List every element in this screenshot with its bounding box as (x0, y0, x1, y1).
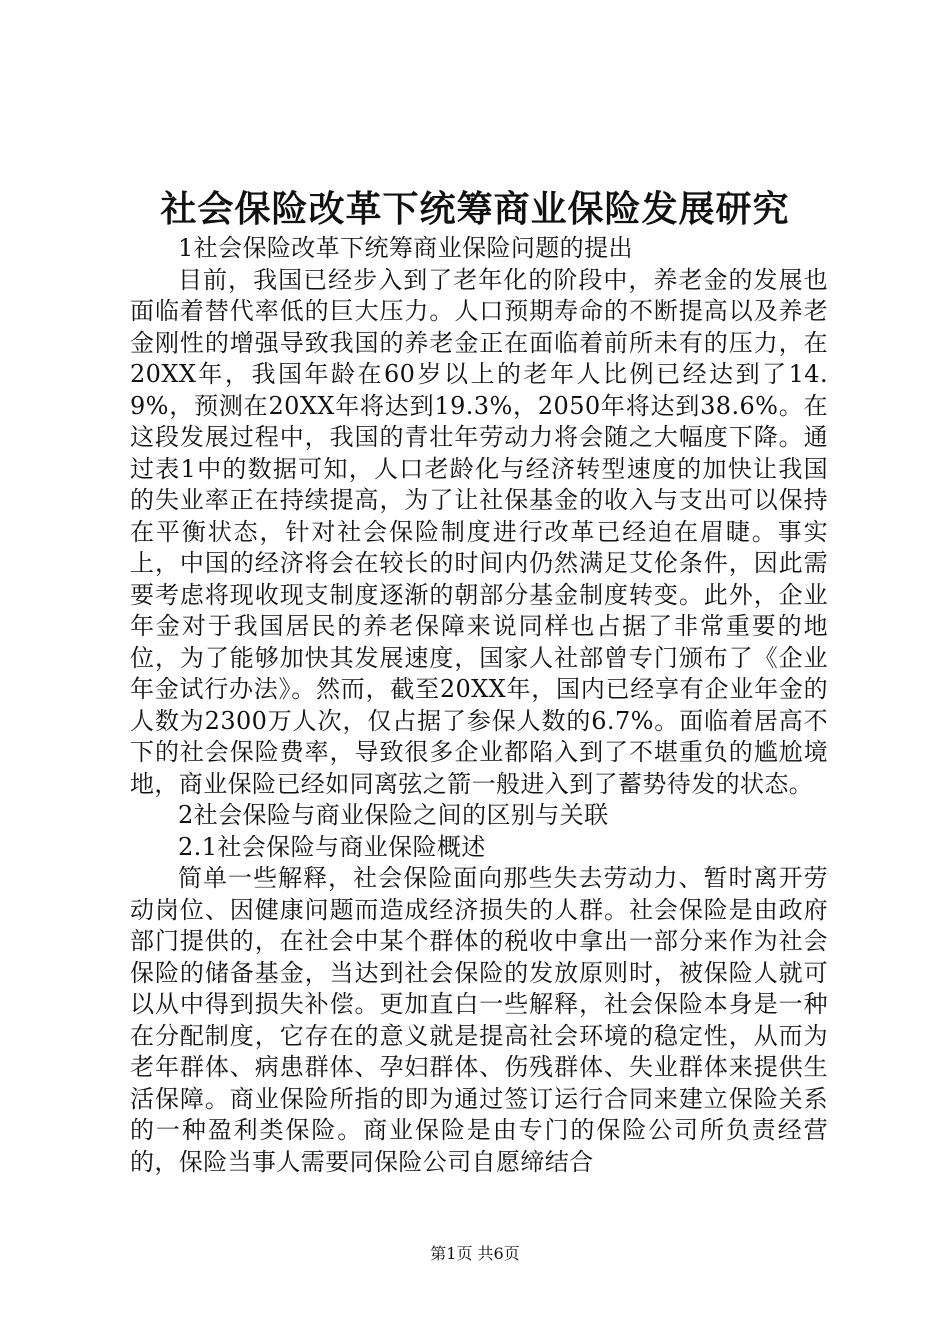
paragraph-2: 简单一些解释，社会保险面向那些失去劳动力、暂时离开劳动岗位、因健康问题而造成经济损失的人群。社会保险是由政府部门提供的，在社会中某个群体的税收中拿出一部分来作为社会保险的储备基金，当达到社会保险的发放原则时，被保险人就可以从中得到损失补偿。更加直白一些解释，社会保险本身是一种在分配制度，它存在的意义就是提高社会环境的稳定性，从而为老年群体、病患群体、孕妇群体、伤残群体、失业群体来提供生活保障。商业保险所指的即为通过签订运行合同来建立保险关系的一种盈利类保险。商业保险是由专门的保险公司所负责经营的，保险当事人需要同保险公司自愿缔结合 (130, 864, 828, 1176)
page-footer: 第1页 共6页 (430, 1244, 520, 1263)
subsection-heading-2-1: 2.1社会保险与商业保险概述 (178, 832, 486, 861)
paragraph-1: 目前，我国已经步入到了老年化的阶段中，养老金的发展也面临着替代率低的巨大压力。人口预期寿命的不断提高以及养老金刚性的增强导致我国的养老金正在面临着前所未有的压力，在20XX年，我国年龄在60岁以上的老年人比例已经达到了14.9%，预测在20XX年将达到19.3%，2050年将达到38.6%。在这段发展过程中，我国的青壮年劳动力将会随之大幅度下降。通过表1中的数据可知，人口老龄化与经济转型速度的加快让我国的失业率正在持续提高，为了让社保基金的收入与支出可以保持在平衡状态，针对社会保险制度进行改革已经迫在眉睫。事实上，中国的经济将会在较长的时间内仍然满足艾伦条件，因此需要考虑将现收现支制度逐渐的朝部分基金制度转变。此外，企业年金对于我国居民的养老保障来说同样也占据了非常重要的地位，为了能够加快其发展速度，国家人社部曾专门颁布了《企业年金试行办法》。然而，截至20XX年，国内已经享有企业年金的人数为2300万人次，仅占据了参保人数的6.7%。面临着居高不下的社会保险费率，导致很多企业都陷入到了不堪重负的尴尬境地，商业保险已经如同离弦之箭一般进入到了蓄势待发的状态。 (130, 265, 828, 798)
section-heading-1: 1社会保险改革下统筹商业保险问题的提出 (178, 234, 633, 262)
document-title: 社会保险改革下统筹商业保险发展研究 (160, 188, 790, 230)
document-body (130, 233, 828, 1178)
section-heading-2: 2社会保险与商业保险之间的区别与关联 (178, 801, 609, 829)
